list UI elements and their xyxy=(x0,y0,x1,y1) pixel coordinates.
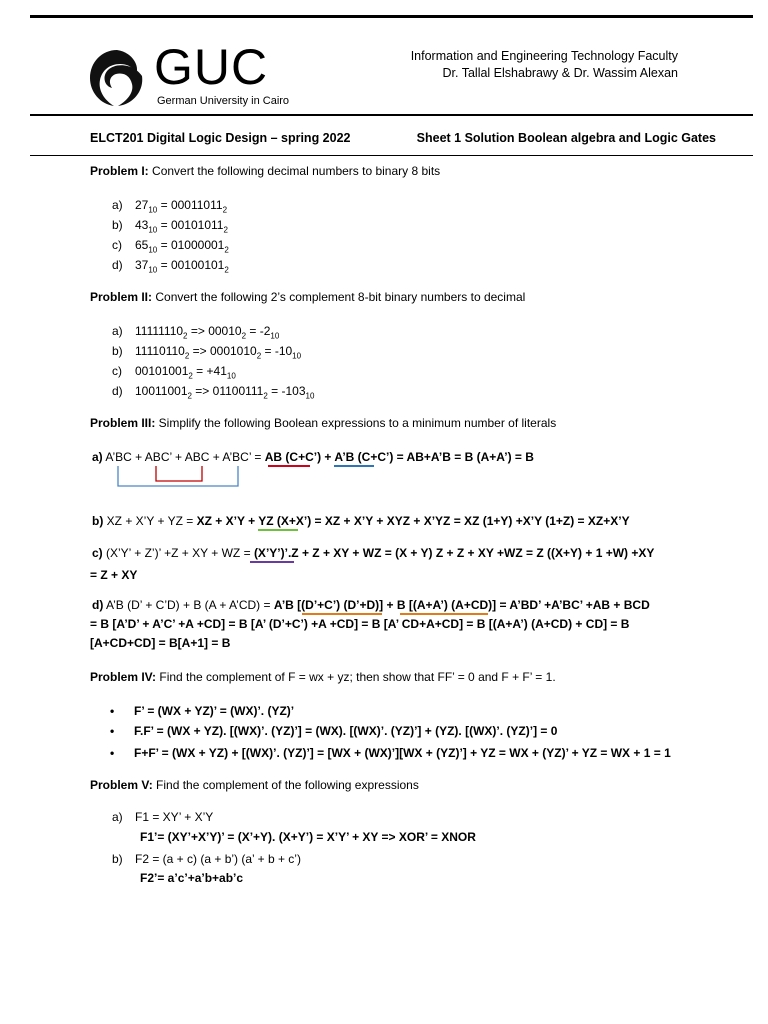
problem-3a: a) A’BC + ABC’ + ABC + A’BC’ = AB (C+C’) + A’B (C+C’) = AB+A’B = B (A+A’) = B xyxy=(92,450,534,464)
list-item: b) $43_{10} = 00101011_2$ xyxy=(112,218,228,235)
underline-orange-2 xyxy=(400,613,488,615)
list-item: d) $10011001_2 => 01100111_2 = -103_{10}$ xyxy=(112,384,315,401)
problem-3d-line2: = B [A’D’ + A’C’ +A +CD] = B [A’ (D’+C’) +A +CD] = B [A’ CD+A+CD] = B [(A+A’) (A+CD) + CD] = B xyxy=(90,617,630,631)
guc-logo-icon xyxy=(84,46,150,110)
bullet-item: • F.F’ = (WX + YZ). [(WX)’. (YZ)’] = (WX). [(WX)’. (YZ)’] + (YZ). [(WX)’. (YZ)’] = 0 xyxy=(112,723,557,739)
problem-3-heading: Problem III: Simplify the following Boolean expressions to a minimum number of literals xyxy=(90,416,557,430)
list-item: c) $00101001_2 = +41_{10}$ xyxy=(112,364,236,381)
instructors: Dr. Tallal Elshabrawy & Dr. Wassim Alexan xyxy=(442,66,678,80)
bullet-item: • F’ = (WX + YZ)’ = (WX)’. (YZ)’ xyxy=(112,703,294,719)
course-title: ELCT201 Digital Logic Design – spring 2022 xyxy=(90,131,351,145)
problem-5a-solution: F1’= (XY’+X’Y)’ = (X’+Y). (X+Y’) = X’Y’ + XY => XOR’ = XNOR xyxy=(140,830,476,844)
guc-logo xyxy=(84,39,290,112)
problem-4-heading: Problem IV: Find the complement of F = wx + yz; then show that FF’ = 0 and F + F’ = 1. xyxy=(90,670,556,684)
underline-orange xyxy=(302,613,382,615)
list-item: a) $11111110_2 => 00010_2 = -2_{10}$ xyxy=(112,324,280,341)
bullet-item: • F+F’ = (WX + YZ) + [(WX)’. (YZ)’] = [WX + (WX)’][WX + (YZ)’] + YZ = WX + (YZ)’ + YZ = WX + 1 = 1 xyxy=(112,745,671,761)
header-rule xyxy=(30,114,753,116)
list-item: d) $37_{10} = 00100101_2$ xyxy=(112,258,229,275)
problem-1-heading: Problem I: Convert the following decimal numbers to binary 8 bits xyxy=(90,164,441,178)
logo-subtitle: German University in Cairo xyxy=(157,95,290,107)
problem-3d: d) A’B (D’ + C’D) + B (A + A’CD) = A’B [(D’+C’) (D’+D)] + B [(A+A’) (A+CD)] = A’BD’ +A’BC’ +AB + BCD xyxy=(92,598,650,612)
faculty-name: Information and Engineering Technology Faculty xyxy=(410,49,678,63)
problem-3d-line3: [A+CD+CD] = B[A+1] = B xyxy=(90,636,231,650)
problem-5a: a) F1 = XY’ + X’Y xyxy=(112,810,214,824)
problem-3b: b) XZ + X’Y + YZ = XZ + X’Y + YZ (X+X’) = XZ + X’Y + XYZ + X’YZ = XZ (1+Y) +X’Y (1+Z) = XZ+X’Y xyxy=(92,514,630,528)
list-item: c) $65_{10} = 01000001_2$ xyxy=(112,238,229,255)
problem-2-heading: Problem II: Convert the following 2’s complement 8-bit binary numbers to decimal xyxy=(90,290,526,304)
problem-5-heading: Problem V: Find the complement of the following expressions xyxy=(90,778,419,792)
list-item: b) $11110110_2 => 0001010_2 = -10_{10}$ xyxy=(112,344,302,361)
problem-5b: b) F2 = (a + c) (a + b’) (a’ + b + c’) xyxy=(112,852,301,866)
sheet-title: Sheet 1 Solution Boolean algebra and Logic Gates xyxy=(416,131,716,145)
top-rule xyxy=(30,15,753,18)
problem-3c: c) (X’Y’ + Z’)’ +Z + XY + WZ = (X’Y’)’.Z + Z + XY + WZ = (X + Y) Z + Z + XY +WZ = Z ((X+Y) + 1 +W) +XY xyxy=(92,546,655,560)
factor-brackets xyxy=(90,163,720,503)
problem-5b-solution: F2’= a’c’+a’b+ab’c xyxy=(140,871,244,885)
list-item: a) $27_{10} = 00011011_2$ xyxy=(112,198,228,215)
underline-purple xyxy=(250,561,294,563)
subheader-rule xyxy=(30,155,753,156)
problem-3c-result: = Z + XY xyxy=(90,568,138,582)
underline-green xyxy=(258,529,298,531)
logo-wordmark: GUC xyxy=(154,39,269,95)
